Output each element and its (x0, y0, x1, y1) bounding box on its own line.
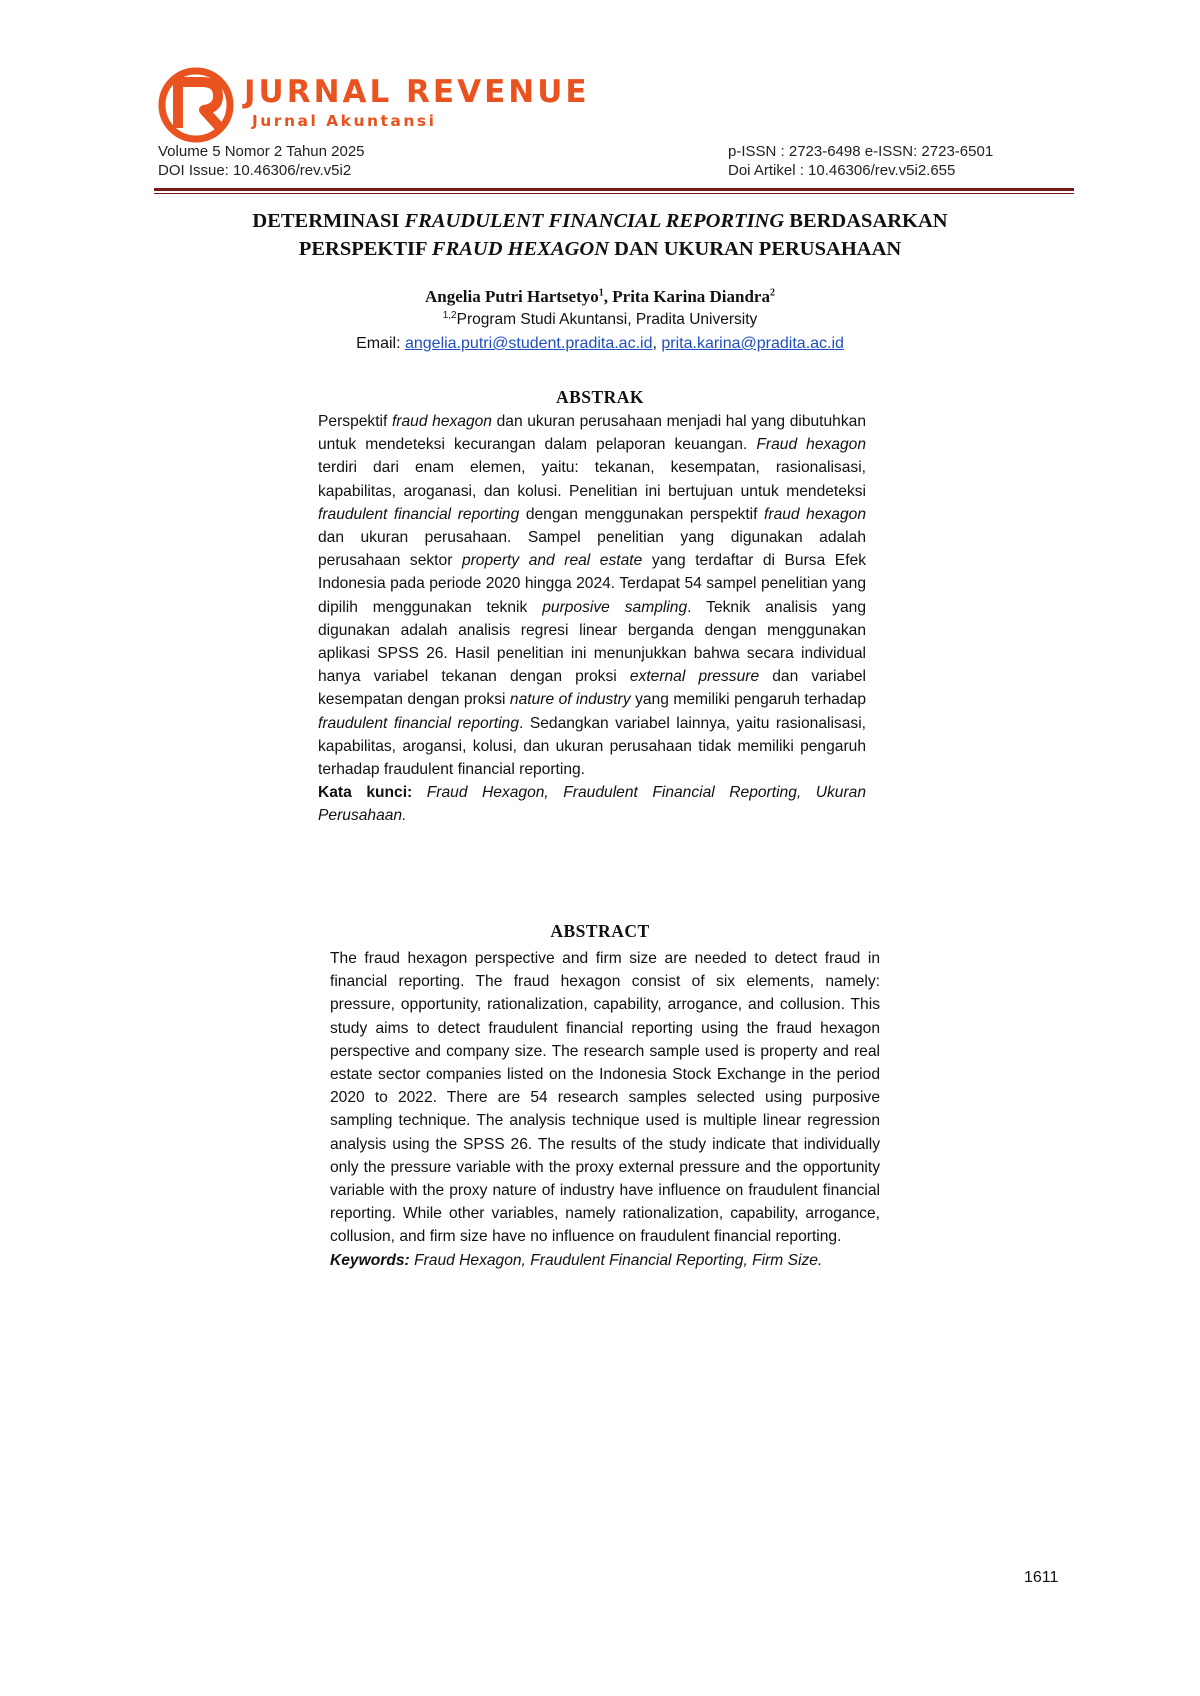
keywords-text: Fraud Hexagon, Fraudulent Financial Reporting, Ukuran Perusahaan. (318, 784, 867, 825)
author-separator: , (603, 287, 613, 306)
abstrak-keywords (318, 781, 866, 827)
abstrak-term: nature of industry (509, 691, 631, 709)
title-text-italic: FRAUDULENT FINANCIAL REPORTING (404, 210, 785, 232)
abstract-text: The fraud hexagon perspective and firm size are needed to detect fraud in financial reporting. The fraud hexagon consist of six elements, namely: pressure, opportunity, rationalization, capability, arrogance, and collusion. This study aims to detect fraudulent financial reporting using the fraud hexagon perspective and company size. The research sample used is property and real estate sector companies listed on the Indonesia Stock Exchange in the period 2020 to 2022. There are 54 research samples selected using purposive sampling technique. The analysis technique used is multiple linear regression analysis using the SPSS 26. The results of the study indicate that individually only the pressure variable with the proxy external pressure and the opportunity variable with the proxy nature of industry have influence on fraudulent financial reporting. While other variables, namely rationalization, capability, arrogance, collusion, and firm size have no influence on fraudulent financial reporting. (330, 950, 880, 1246)
volume-line: Volume 5 Nomor 2 Tahun 2025 (158, 143, 365, 160)
title-text: DETERMINASI (252, 210, 405, 232)
abstrak-text: Perspektif (318, 413, 392, 430)
page-number: 1611 (1024, 1569, 1059, 1586)
abstrak-term: fraud hexagon (764, 505, 866, 523)
header-rule (154, 188, 1074, 191)
abstrak-term: external pressure (629, 668, 760, 686)
abstrak-term: property and real estate (461, 552, 643, 570)
journal-subtitle: Jurnal Akuntansi (252, 112, 437, 130)
title-line-2 (120, 235, 1080, 263)
abstrak-text: dan variabel kesempatan dengan proksi (318, 668, 866, 709)
author-affiliation-mark: 1 (598, 287, 604, 299)
article-identifiers (728, 142, 993, 180)
abstrak-text: dengan menggunakan perspektif (519, 505, 765, 523)
abstract-heading: ABSTRACT (550, 921, 650, 941)
doi-issue: DOI Issue: 10.46306/rev.v5i2 (158, 162, 352, 179)
abstrak-term: fraud hexagon (391, 413, 492, 430)
title-text: PERSPEKTIF (298, 238, 432, 260)
email-link-2[interactable]: prita.karina@pradita.ac.id (661, 335, 844, 352)
author-affiliation-mark: 2 (769, 287, 775, 299)
affiliation (120, 310, 1080, 329)
email-line (120, 335, 1080, 353)
keywords-label: Kata kunci: (318, 784, 413, 802)
abstrak-term: Fraud hexagon (756, 436, 866, 454)
abstrak-heading: ABSTRAK (555, 387, 645, 407)
abstrak-text: yang terdaftar di Bursa Efek Indonesia pada periode 2020 hingga 2024. Terdapat 54 sampel penelitian yang dipilih menggunakan teknik (318, 552, 867, 616)
title-text-italic: FRAUD HEXAGON (431, 238, 610, 260)
abstrak-body (318, 410, 866, 828)
abstrak-text: yang memiliki pengaruh terhadap (630, 691, 866, 709)
author-name: Prita Karina Diandra (612, 287, 770, 306)
affiliation-text: Program Studi Akuntansi, Pradita University (456, 311, 758, 329)
title-text: DAN UKURAN PERUSAHAAN (609, 238, 902, 260)
journal-name: JURNAL REVENUE (244, 74, 590, 110)
author-list (120, 287, 1080, 307)
abstrak-term: fraudulent financial reporting (318, 505, 520, 523)
issue-info (158, 142, 365, 180)
journal-logo-icon (156, 66, 252, 144)
author-name: Angelia Putri Hartsetyo (425, 287, 599, 306)
abstrak-text: dan ukuran perusahaan. Sampel penelitian yang digunakan adalah perusahaan sektor (318, 529, 866, 570)
abstrak-text: terdiri dari enam elemen, yaitu: tekanan, kesempatan, rasionalisasi, kapabilitas, aroganasi, dan kolusi. Penelitian ini bertujuan untuk mendeteksi (318, 459, 866, 500)
email-separator: , (652, 335, 662, 352)
title-line-1 (120, 207, 1080, 235)
abstrak-text: . Teknik analisis yang digunakan adalah analisis regresi linear berganda dengan menggunakan aplikasi SPSS 26. Hasil penelitian ini menunjukkan bahwa secara individual hanya variabel tekanan dengan proksi (318, 598, 866, 686)
abstrak-text: dan ukuran perusahaan menjadi hal yang dibutuhkan untuk mendeteksi kecurangan dalam pelaporan keuangan. (318, 413, 866, 454)
keywords-label: Keywords: (330, 1251, 410, 1269)
keywords-text: Fraud Hexagon, Fraudulent Financial Reporting, Firm Size. (409, 1251, 823, 1269)
doi-article: Doi Artikel : 10.46306/rev.v5i2.655 (728, 162, 956, 179)
abstrak-term: fraudulent financial reporting (318, 714, 520, 732)
abstrak-text: . Sedangkan variabel lainnya, yaitu rasionalisasi, kapabilitas, arogansi, kolusi, dan ukuran perusahaan tidak memiliki pengaruh terhadap fraudulent financial reporting. (318, 714, 866, 779)
issn-line: p-ISSN : 2723-6498 e-ISSN: 2723-6501 (728, 143, 994, 160)
email-label: Email: (356, 335, 405, 352)
abstrak-term: purposive sampling (542, 598, 688, 616)
email-link-1[interactable]: angelia.putri@student.pradita.ac.id (404, 335, 653, 352)
abstract-keywords (330, 1249, 880, 1272)
paper-title (120, 207, 1080, 263)
affiliation-mark: 1,2 (442, 310, 457, 321)
title-text: BERDASARKAN (784, 210, 948, 232)
header-rule-thin (154, 193, 1074, 194)
abstract-body (330, 947, 880, 1272)
